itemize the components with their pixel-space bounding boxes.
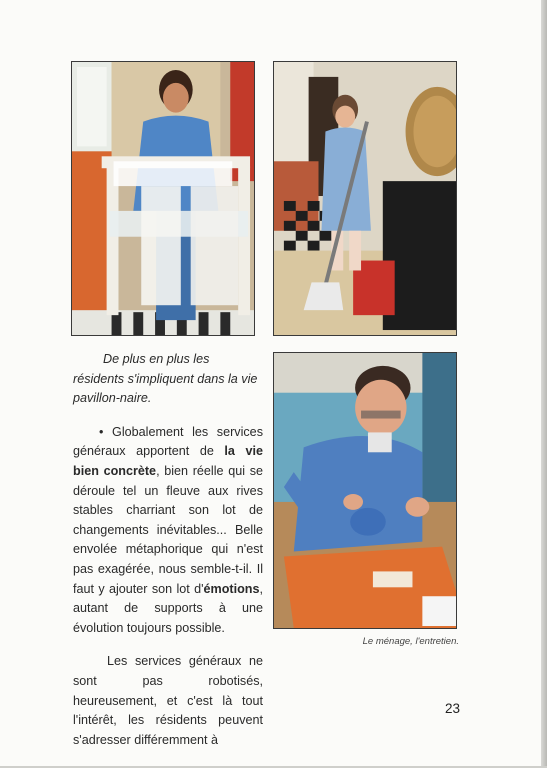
photo-3-illustration: [274, 353, 456, 628]
photo-maintenance-worker: [273, 352, 457, 629]
body-text-column: [73, 350, 263, 750]
paragraph-robotises: [73, 652, 263, 750]
paragraph2-part1: Les services généraux ne sont pas: [73, 654, 263, 688]
paragraph2-part2: , heureusement, et c'est là tout l'intérêt, les résidents peuvent s'adresser différemment à: [73, 673, 263, 747]
page-edge: [541, 0, 547, 768]
page-number: 23: [444, 701, 460, 716]
photo-2-illustration: [274, 62, 456, 335]
bullet: •: [99, 424, 104, 439]
photo-caption: Le ménage, l'entretien.: [362, 636, 459, 647]
intro-text: De plus en plus les résidents s'impliquent dans la vie pavillon-naire.: [73, 352, 258, 406]
paragraph1-bold1: la vie bien concrète: [73, 444, 263, 478]
paragraph1-part2: , bien réelle qui se déroule tel un fleuve aux rives stables charriant son lot de changements inévitables... Belle envolée métaphorique qui n'est pas exagérée, nous semble-t-il. Il faut y ajouter son lot d': [73, 463, 263, 596]
photo-1-illustration: [72, 62, 254, 335]
paragraph-services: [73, 423, 263, 639]
photo-resident-folding-linen: [71, 61, 255, 336]
paragraph1-part3: , autant de supports à une évolution toujours possible.: [73, 581, 263, 635]
photo-cleaning-floor: [273, 61, 457, 336]
paragraph2-bold1: robotisés: [208, 673, 260, 688]
paragraph1-part1: Globalement les services généraux apportent de: [73, 424, 263, 459]
paragraph1-bold2: émotions: [203, 581, 260, 596]
